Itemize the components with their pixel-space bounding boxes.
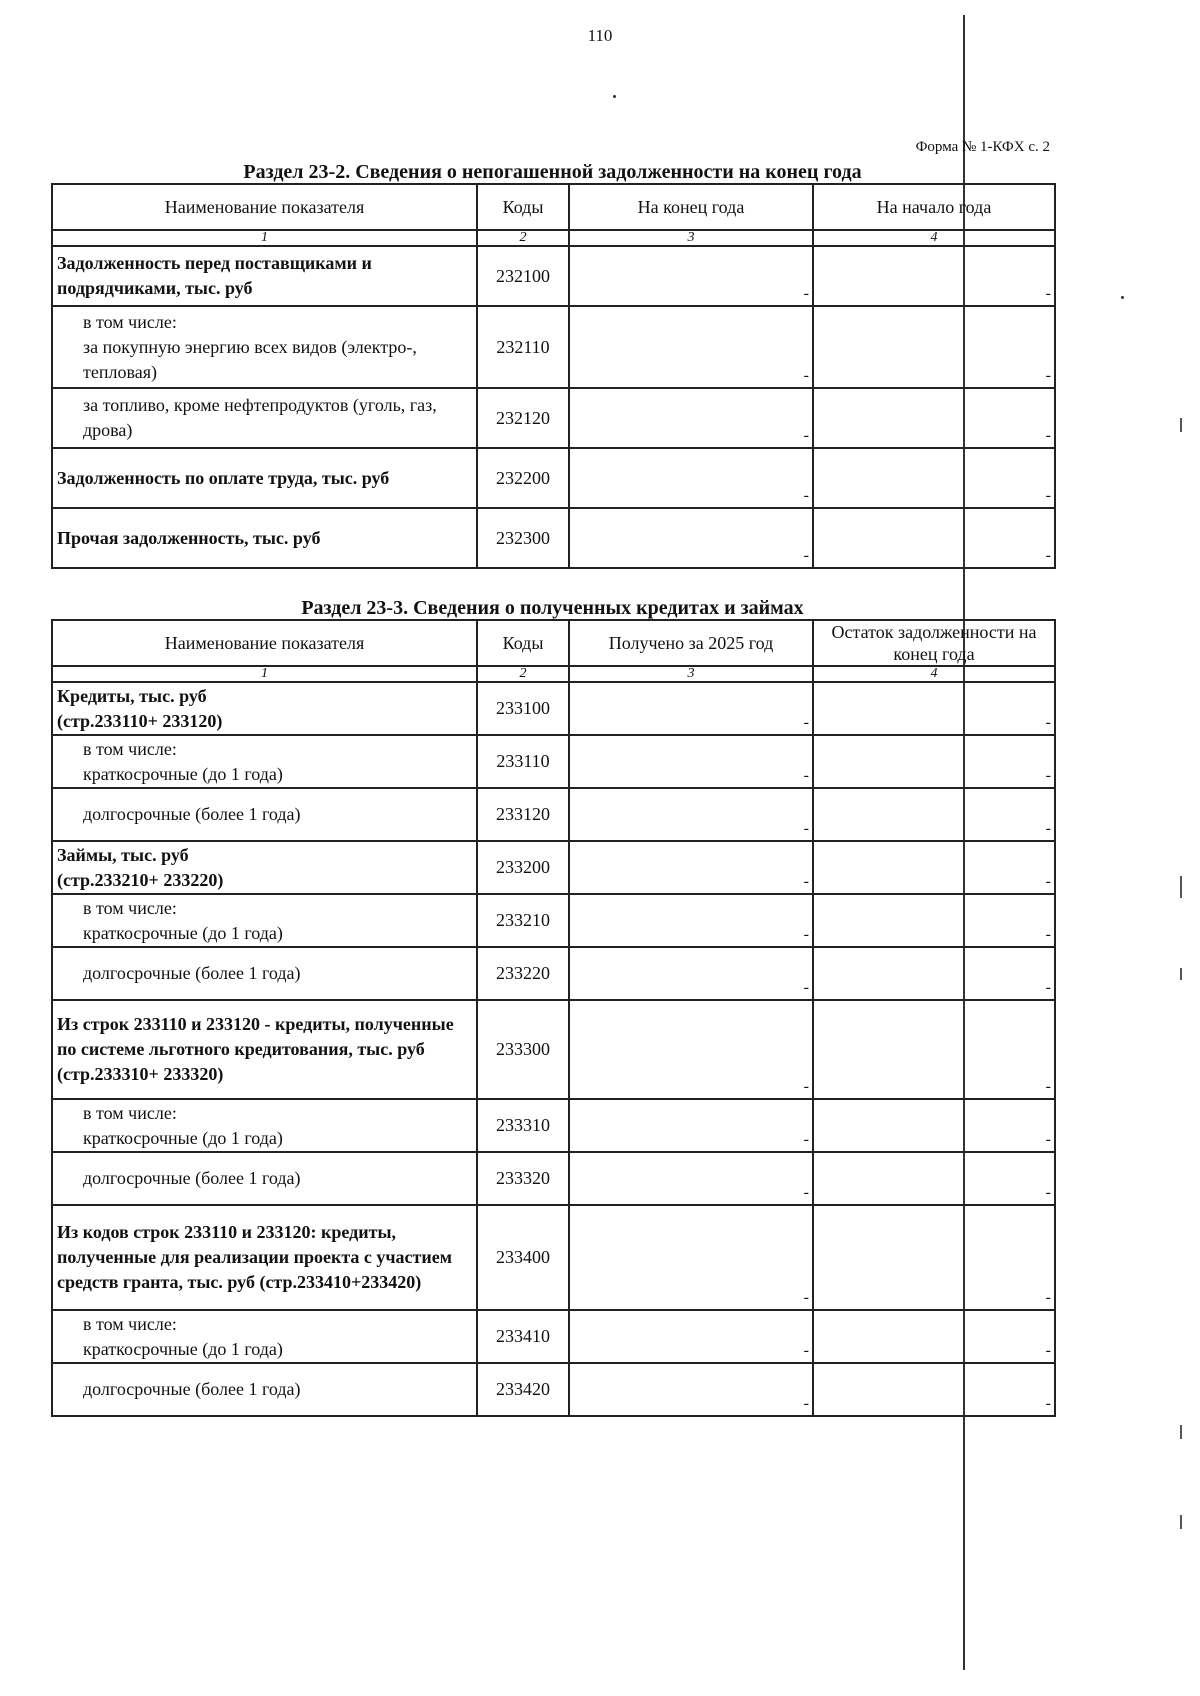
row-label-line: (стр.233210+ 233220) <box>57 869 224 890</box>
row-code: 233210 <box>477 894 569 947</box>
row-label-line: Из кодов строк 233110 и 233120: кредиты, полученные для реализации проекта с участием средств гранта, тыс. руб (стр.233410+233420) <box>57 1222 452 1292</box>
value-cell <box>569 947 813 1000</box>
empty-value-dash: - <box>1045 427 1051 444</box>
value-cell <box>569 1205 813 1310</box>
column-header: Остаток задолженности на конец года <box>813 620 1055 666</box>
empty-value-dash: - <box>1045 820 1051 837</box>
debt-table <box>51 183 1056 569</box>
value-cell <box>569 682 813 735</box>
column-header: Получено за 2025 год <box>569 620 813 666</box>
row-label-line: Прочая задолженность, тыс. руб <box>57 527 321 548</box>
row-code: 232110 <box>477 306 569 388</box>
empty-value-dash: - <box>1045 1289 1051 1306</box>
empty-value-dash: - <box>1045 714 1051 731</box>
row-label <box>52 1363 477 1416</box>
empty-value-dash: - <box>803 979 809 996</box>
row-label <box>52 841 477 894</box>
value-cell <box>813 306 1055 388</box>
column-number: 4 <box>813 666 1055 682</box>
row-label-line: в том числе: <box>83 738 177 759</box>
row-code: 233400 <box>477 1205 569 1310</box>
row-label-line: краткосрочные (до 1 года) <box>83 1127 283 1148</box>
column-header: Наименование показателя <box>52 620 477 666</box>
row-code: 233310 <box>477 1099 569 1152</box>
scan-speck <box>1121 296 1124 299</box>
value-cell <box>569 841 813 894</box>
scan-speck <box>613 95 616 98</box>
row-label-line: в том числе: <box>83 311 177 332</box>
value-cell <box>813 947 1055 1000</box>
empty-value-dash: - <box>803 926 809 943</box>
row-label-line: краткосрочные (до 1 года) <box>83 1338 283 1359</box>
table-row <box>52 1310 1055 1363</box>
column-header: На начало года <box>813 184 1055 230</box>
row-label-line: краткосрочные (до 1 года) <box>83 922 283 943</box>
row-label-line: (стр.233110+ 233120) <box>57 710 223 731</box>
row-label-line: долгосрочные (более 1 года) <box>83 1168 301 1188</box>
empty-value-dash: - <box>803 873 809 890</box>
empty-value-dash: - <box>1045 1395 1051 1412</box>
row-label-line: Займы, тыс. руб <box>57 844 189 865</box>
row-label <box>52 508 477 568</box>
value-cell <box>813 508 1055 568</box>
empty-value-dash: - <box>803 367 809 384</box>
row-code: 233200 <box>477 841 569 894</box>
value-cell <box>813 1363 1055 1416</box>
table-row <box>52 894 1055 947</box>
column-number: 2 <box>477 230 569 246</box>
empty-value-dash: - <box>803 1395 809 1412</box>
section1-title: Раздел 23-2. Сведения о непогашенной задолженности на конец года <box>243 161 862 183</box>
row-label-line: Задолженность по оплате труда, тыс. руб <box>57 467 390 488</box>
value-cell <box>813 682 1055 735</box>
row-label <box>52 735 477 788</box>
table-row <box>52 1363 1055 1416</box>
row-code: 233320 <box>477 1152 569 1205</box>
row-label-line: Кредиты, тыс. руб <box>57 685 207 706</box>
row-label <box>52 1205 477 1310</box>
empty-value-dash: - <box>803 1078 809 1095</box>
value-cell <box>569 788 813 841</box>
column-header: Наименование показателя <box>52 184 477 230</box>
column-header: Коды <box>477 620 569 666</box>
value-cell <box>813 894 1055 947</box>
table-row <box>52 682 1055 735</box>
empty-value-dash: - <box>803 427 809 444</box>
value-cell <box>813 1205 1055 1310</box>
empty-value-dash: - <box>803 1184 809 1201</box>
row-label-line: в том числе: <box>83 1313 177 1334</box>
row-label <box>52 894 477 947</box>
value-cell <box>813 841 1055 894</box>
empty-value-dash: - <box>803 1289 809 1306</box>
row-label-line: Из строк 233110 и 233120 - кредиты, полученные по системе льготного кредитования, тыс. руб (стр.233310+ 233320) <box>57 1014 454 1084</box>
table-row <box>52 448 1055 508</box>
empty-value-dash: - <box>803 1131 809 1148</box>
row-label <box>52 388 477 448</box>
scan-artifact-tick <box>1180 1515 1182 1529</box>
row-code: 233410 <box>477 1310 569 1363</box>
column-number: 2 <box>477 666 569 682</box>
row-code: 233220 <box>477 947 569 1000</box>
row-label <box>52 448 477 508</box>
value-cell <box>813 788 1055 841</box>
row-code: 232120 <box>477 388 569 448</box>
row-label-line: за покупную энергию всех видов (электро-, тепловая) <box>83 336 417 382</box>
empty-value-dash: - <box>1045 979 1051 996</box>
column-number: 4 <box>813 230 1055 246</box>
value-cell <box>569 1099 813 1152</box>
table-row <box>52 1152 1055 1205</box>
empty-value-dash: - <box>1045 367 1051 384</box>
empty-value-dash: - <box>803 767 809 784</box>
row-code: 232300 <box>477 508 569 568</box>
value-cell <box>813 1152 1055 1205</box>
row-code: 233100 <box>477 682 569 735</box>
row-code: 233110 <box>477 735 569 788</box>
empty-value-dash: - <box>1045 1184 1051 1201</box>
section2-title: Раздел 23-3. Сведения о полученных кредитах и займах <box>301 597 804 619</box>
value-cell <box>569 1363 813 1416</box>
row-label <box>52 1099 477 1152</box>
scan-artifact-tick <box>1180 968 1182 980</box>
empty-value-dash: - <box>1045 873 1051 890</box>
scan-artifact-tick <box>1180 418 1182 432</box>
value-cell <box>813 735 1055 788</box>
row-code: 233120 <box>477 788 569 841</box>
value-cell <box>569 306 813 388</box>
empty-value-dash: - <box>1045 1342 1051 1359</box>
row-label <box>52 246 477 306</box>
empty-value-dash: - <box>803 285 809 302</box>
empty-value-dash: - <box>803 487 809 504</box>
table-row <box>52 508 1055 568</box>
value-cell <box>569 508 813 568</box>
empty-value-dash: - <box>1045 926 1051 943</box>
row-code: 232100 <box>477 246 569 306</box>
value-cell <box>569 448 813 508</box>
row-label <box>52 1152 477 1205</box>
value-cell <box>569 1000 813 1099</box>
value-cell <box>813 246 1055 306</box>
table-row <box>52 1099 1055 1152</box>
row-label <box>52 306 477 388</box>
table-row <box>52 788 1055 841</box>
value-cell <box>569 735 813 788</box>
column-number: 1 <box>52 230 477 246</box>
empty-value-dash: - <box>803 714 809 731</box>
empty-value-dash: - <box>1045 1131 1051 1148</box>
header-row <box>52 620 1055 666</box>
row-code: 233300 <box>477 1000 569 1099</box>
empty-value-dash: - <box>1045 285 1051 302</box>
header-row <box>52 184 1055 230</box>
value-cell <box>813 1099 1055 1152</box>
table-row <box>52 1205 1055 1310</box>
empty-value-dash: - <box>803 820 809 837</box>
value-cell <box>813 388 1055 448</box>
row-label <box>52 1310 477 1363</box>
column-number-row <box>52 230 1055 246</box>
row-label <box>52 947 477 1000</box>
column-header: На конец года <box>569 184 813 230</box>
row-label-line: Задолженность перед поставщиками и подрядчиками, тыс. руб <box>57 253 372 298</box>
table-row <box>52 841 1055 894</box>
row-code: 233420 <box>477 1363 569 1416</box>
row-label-line: в том числе: <box>83 1102 177 1123</box>
row-code: 232200 <box>477 448 569 508</box>
row-label-line: долгосрочные (более 1 года) <box>83 1379 301 1399</box>
table-row <box>52 246 1055 306</box>
row-label-line: за топливо, кроме нефтепродуктов (уголь, газ, дрова) <box>83 395 437 440</box>
empty-value-dash: - <box>1045 547 1051 564</box>
column-number: 1 <box>52 666 477 682</box>
value-cell <box>569 1310 813 1363</box>
row-label <box>52 788 477 841</box>
loans-table <box>51 619 1056 1417</box>
table-row <box>52 1000 1055 1099</box>
table-row <box>52 735 1055 788</box>
form-reference: Форма № 1-КФХ с. 2 <box>915 139 1050 155</box>
row-label-line: краткосрочные (до 1 года) <box>83 763 283 784</box>
value-cell <box>813 1310 1055 1363</box>
table-row <box>52 388 1055 448</box>
row-label <box>52 1000 477 1099</box>
value-cell <box>813 448 1055 508</box>
value-cell <box>569 894 813 947</box>
row-label <box>52 682 477 735</box>
column-number: 3 <box>569 666 813 682</box>
scan-artifact-tick <box>1180 1425 1182 1439</box>
table-row <box>52 947 1055 1000</box>
empty-value-dash: - <box>1045 767 1051 784</box>
column-header: Коды <box>477 184 569 230</box>
empty-value-dash: - <box>803 1342 809 1359</box>
empty-value-dash: - <box>1045 487 1051 504</box>
column-number-row <box>52 666 1055 682</box>
row-label-line: в том числе: <box>83 897 177 918</box>
scan-artifact-tick <box>1180 876 1182 898</box>
empty-value-dash: - <box>803 547 809 564</box>
value-cell <box>813 1000 1055 1099</box>
value-cell <box>569 246 813 306</box>
value-cell <box>569 1152 813 1205</box>
row-label-line: долгосрочные (более 1 года) <box>83 963 301 983</box>
table-row <box>52 306 1055 388</box>
page-number: 110 <box>587 26 613 45</box>
value-cell <box>569 388 813 448</box>
row-label-line: долгосрочные (более 1 года) <box>83 804 301 824</box>
empty-value-dash: - <box>1045 1078 1051 1095</box>
column-number: 3 <box>569 230 813 246</box>
